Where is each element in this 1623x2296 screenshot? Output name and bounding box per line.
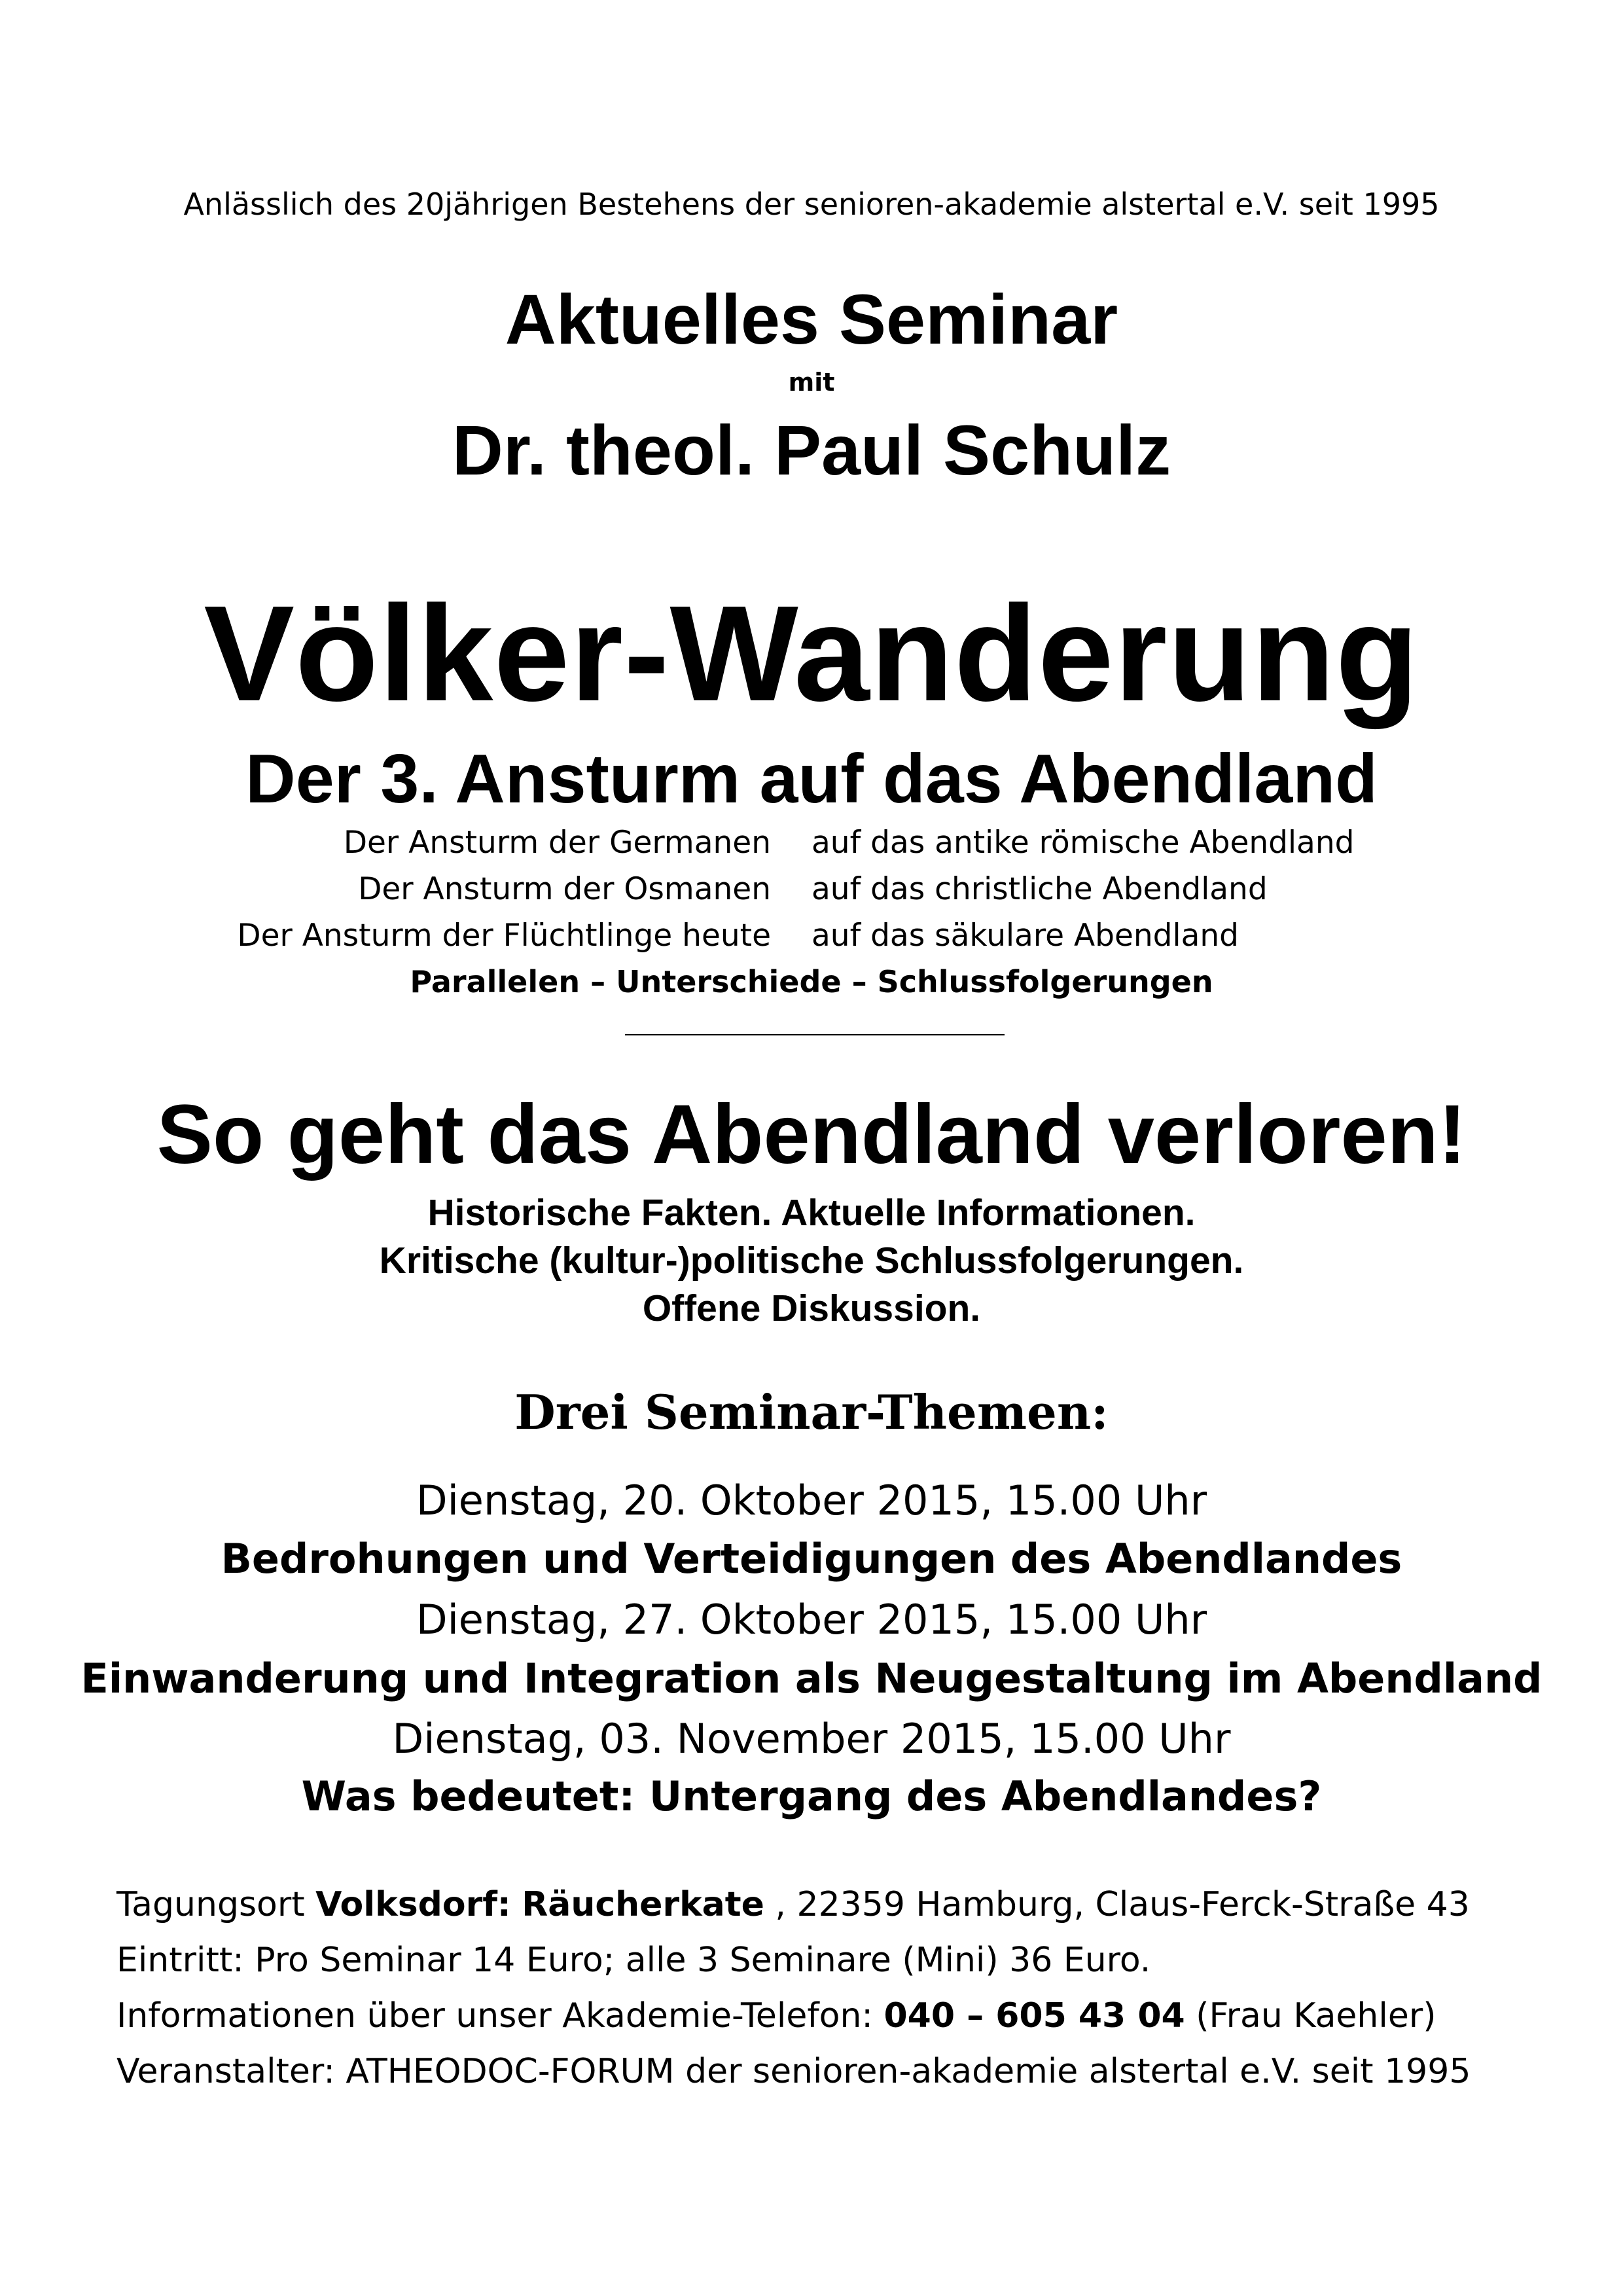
subtitle: Der 3. Ansturm auf das Abendland <box>245 740 1378 817</box>
organizer-line: Veranstalter: ATHEODOC-FORUM der senioren-akademie alstertal e.V. seit 1995 <box>116 2052 1471 2091</box>
fact-line-2: Kritische (kultur-)politische Schlussfolgerungen. <box>379 1240 1244 1282</box>
ansturm-right-1: auf das antike römische Abendland <box>812 825 1355 861</box>
divider <box>625 1034 1005 1035</box>
session-topic-3: Was bedeutet: Untergang des Abendlandes? <box>301 1772 1322 1820</box>
venue-line <box>116 1885 1470 1924</box>
ansturm-left-1: Der Ansturm der Germanen <box>343 825 771 861</box>
session-date-2: Dienstag, 27. Oktober 2015, 15.00 Uhr <box>416 1596 1207 1643</box>
phone-line <box>116 1996 1436 2036</box>
parallelen-line: Parallelen – Unterschiede – Schlussfolgerungen <box>410 964 1213 999</box>
venue-place: Volksdorf: <box>315 1885 511 1924</box>
phone-contact: (Frau Kaehler) <box>1196 1996 1436 2036</box>
phone-label: Informationen über unser Akademie-Telefon: <box>116 1996 873 2036</box>
ansturm-right-2: auf das christliche Abendland <box>812 871 1268 907</box>
ansturm-left-2: Der Ansturm der Osmanen <box>358 871 771 907</box>
themen-heading: Drei Seminar-Themen: <box>514 1384 1109 1440</box>
seminar-label: Aktuelles Seminar <box>505 279 1118 359</box>
ansturm-right-3: auf das säkulare Abendland <box>812 918 1239 954</box>
venue-name: Räucherkate <box>522 1885 764 1924</box>
venue-address: , 22359 Hamburg, Claus-Ferck-Straße 43 <box>775 1885 1470 1924</box>
occasion-line: Anlässlich des 20jährigen Bestehens der senioren-akademie alstertal e.V. seit 1995 <box>183 187 1440 222</box>
entry-line: Eintritt: Pro Seminar 14 Euro; alle 3 Seminare (Mini) 36 Euro. <box>116 1941 1151 1980</box>
venue-label: Tagungsort <box>116 1885 305 1924</box>
verloren-headline: So geht das Abendland verloren! <box>156 1088 1467 1181</box>
phone-number: 040 – 605 43 04 <box>883 1996 1185 2036</box>
main-title: Völker-Wanderung <box>204 578 1419 730</box>
session-date-3: Dienstag, 03. November 2015, 15.00 Uhr <box>392 1715 1231 1763</box>
speaker-name: Dr. theol. Paul Schulz <box>452 410 1171 490</box>
session-date-1: Dienstag, 20. Oktober 2015, 15.00 Uhr <box>416 1477 1207 1524</box>
session-topic-1: Bedrohungen und Verteidigungen des Abendlandes <box>221 1535 1402 1583</box>
fact-line-3: Offene Diskussion. <box>642 1287 981 1329</box>
with-label: mit <box>788 368 835 397</box>
fact-line-1: Historische Fakten. Aktuelle Informationen. <box>427 1192 1196 1234</box>
session-topic-2: Einwanderung und Integration als Neugestaltung im Abendland <box>80 1655 1543 1702</box>
ansturm-left-3: Der Ansturm der Flüchtlinge heute <box>237 918 771 954</box>
